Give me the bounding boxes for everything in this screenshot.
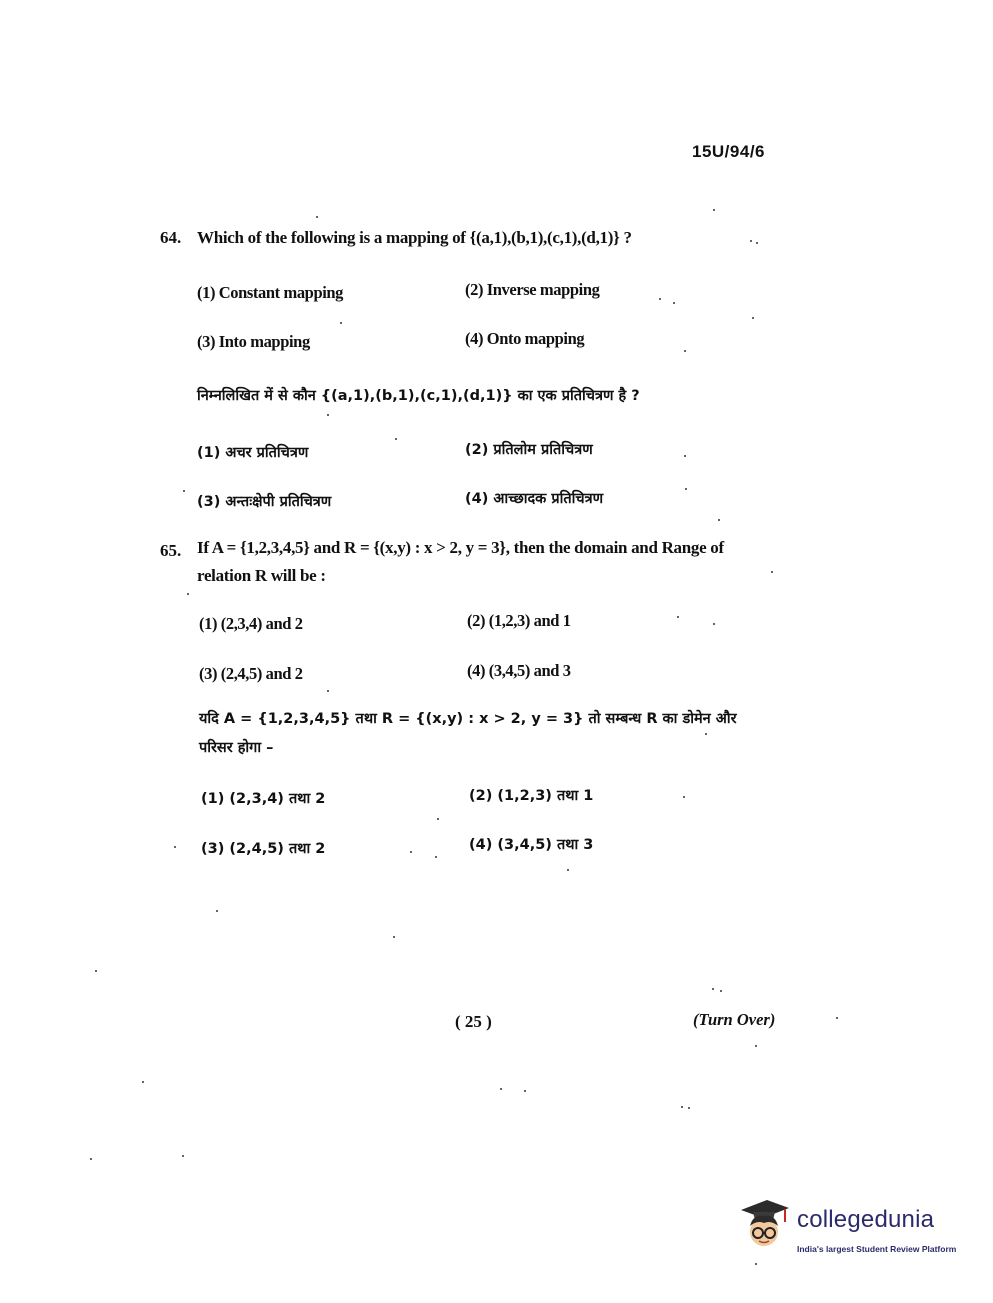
q65-option-1-hi: (1) (2,3,4) तथा 2 (201, 791, 326, 807)
question-65-text-en-line1: If A = {1,2,3,4,5} and R = {(x,y) : x > 2, y = 3}, then the domain and Range of (197, 538, 724, 557)
q64-option-2-en: (2) Inverse mapping (465, 280, 600, 299)
collegedunia-brand: collegedunia (797, 1206, 935, 1233)
q64-option-3-hi: (3) अन्तःक्षेपी प्रतिचित्रण (197, 494, 332, 510)
q64-option-4-hi: (4) आच्छादक प्रतिचित्रण (465, 491, 604, 507)
q65-option-1-en: (1) (2,3,4) and 2 (199, 614, 303, 633)
question-64-text-en: Which of the following is a mapping of {(a,1),(b,1),(c,1),(d,1)} ? (197, 228, 632, 247)
q65-option-4-hi: (4) (3,4,5) तथा 3 (469, 837, 594, 853)
q65-option-3-en: (3) (2,4,5) and 2 (199, 664, 303, 683)
turn-over-note: (Turn Over) (693, 1010, 776, 1029)
page-number: ( 25 ) (455, 1012, 492, 1031)
q64-option-2-hi: (2) प्रतिलोम प्रतिचित्रण (465, 442, 593, 458)
q64-option-1-en: (1) Constant mapping (197, 283, 344, 302)
question-65-text-hi-line1: यदि A = {1,2,3,4,5} तथा R = {(x,y) : x > 2, y = 3} तो सम्बन्ध R का डोमेन और (199, 711, 737, 727)
question-64-number: 64. (160, 228, 182, 247)
question-65-text-hi-line2: परिसर होगा – (199, 740, 274, 756)
question-65-number: 65. (160, 541, 182, 560)
q65-option-2-hi: (2) (1,2,3) तथा 1 (469, 788, 594, 804)
paper-code: 15U/94/6 (692, 142, 765, 161)
q65-option-4-en: (4) (3,4,5) and 3 (467, 661, 571, 680)
q64-option-3-en: (3) Into mapping (197, 332, 310, 351)
q65-option-2-en: (2) (1,2,3) and 1 (467, 611, 571, 630)
question-64-text-hi: निम्नलिखित में से कौन {(a,1),(b,1),(c,1),(d,1)} का एक प्रतिचित्रण है ? (197, 388, 640, 404)
q64-option-4-en: (4) Onto mapping (465, 329, 585, 348)
question-65-text-en-line2: relation R will be : (197, 566, 326, 585)
collegedunia-tagline: India's largest Student Review Platform (797, 1244, 957, 1254)
collegedunia-mascot-icon (733, 1196, 793, 1254)
q65-option-3-hi: (3) (2,4,5) तथा 2 (201, 841, 326, 857)
q64-option-1-hi: (1) अचर प्रतिचित्रण (197, 445, 309, 461)
